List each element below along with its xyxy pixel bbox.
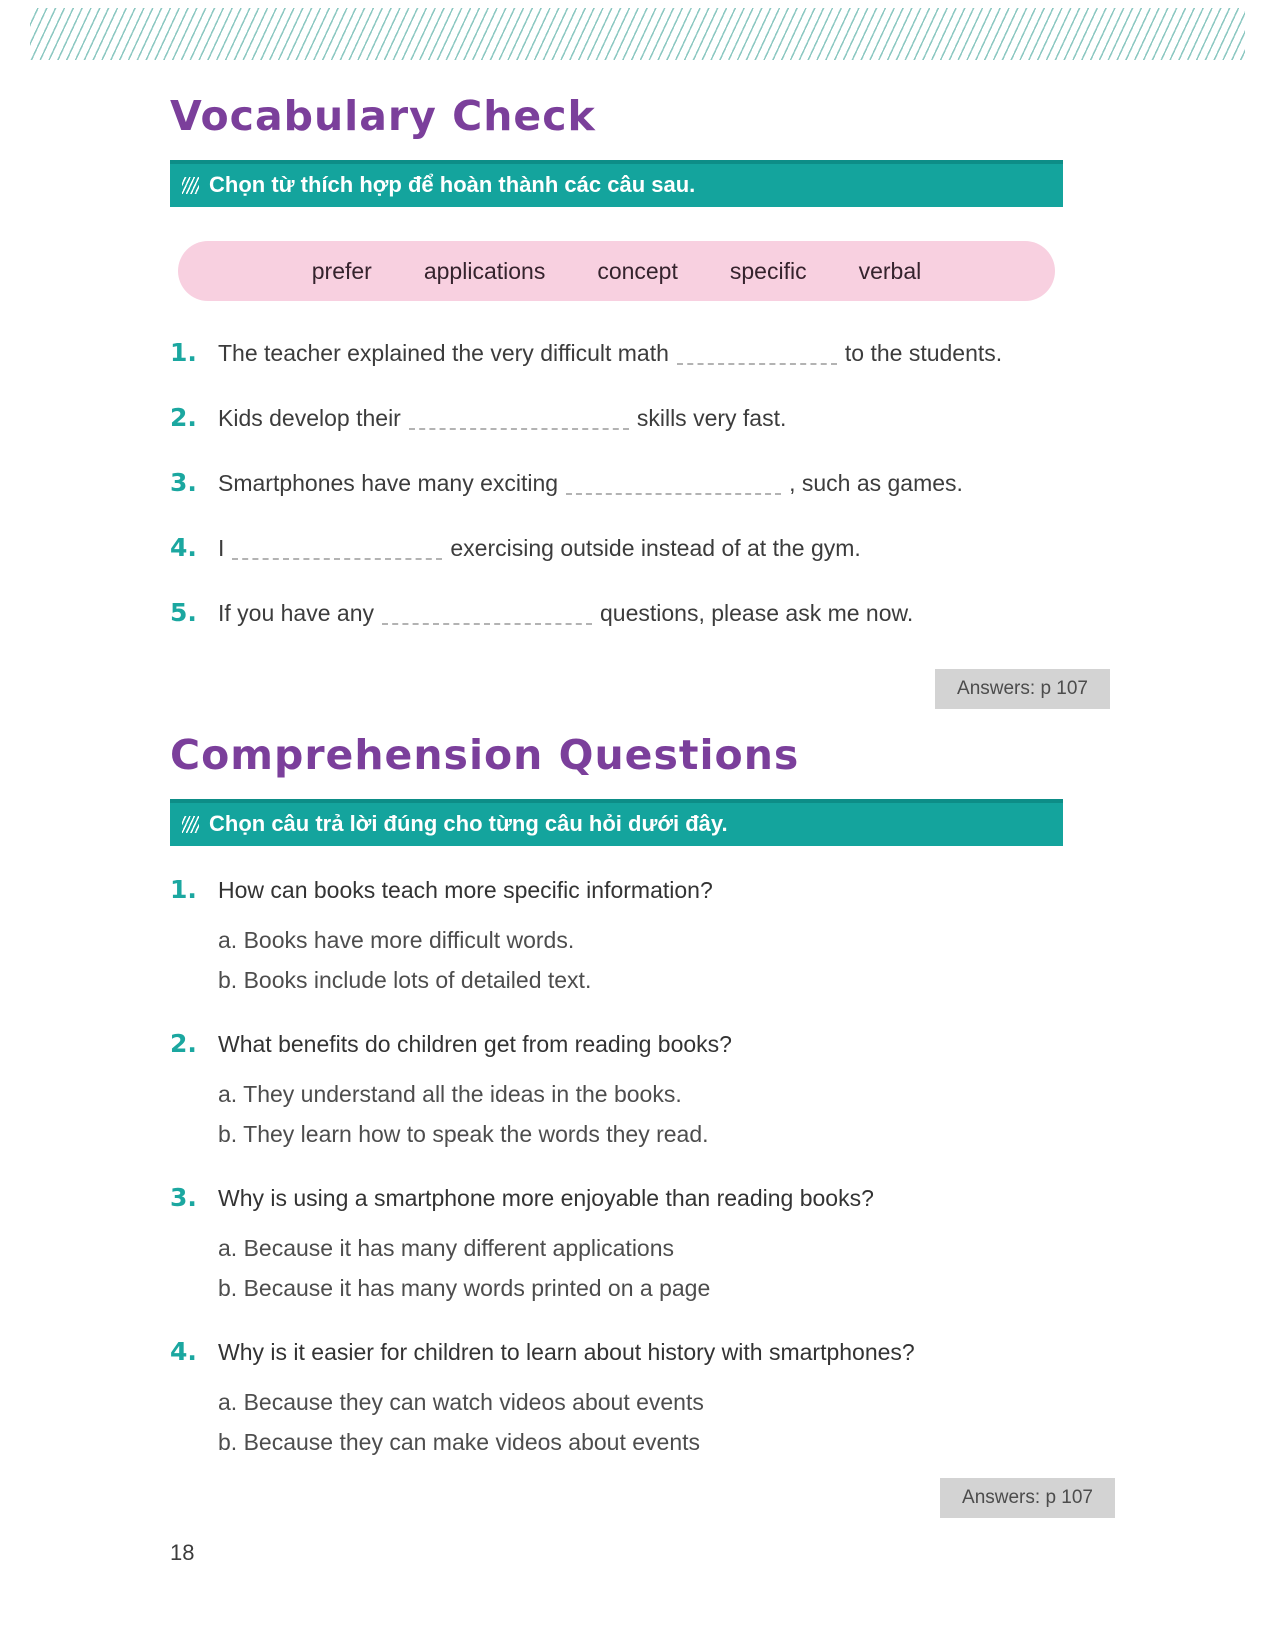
word-bank-word: specific — [729, 257, 807, 284]
vocabulary-instruction-text: Chọn từ thích hợp để hoàn thành các câu sau. — [209, 172, 696, 197]
question-2 — [170, 1030, 1063, 1154]
question-number: 1. — [170, 875, 197, 904]
fill-blank — [232, 540, 442, 560]
fill-blank — [566, 475, 781, 495]
question-4-options — [218, 1382, 1063, 1462]
vocabulary-instruction-banner — [170, 160, 1063, 207]
sentence-after: exercising outside instead of at the gym. — [450, 535, 861, 561]
fill-blank — [409, 410, 629, 430]
option-a: a. Because it has many different applications — [218, 1235, 675, 1261]
item-number: 5. — [170, 598, 197, 627]
item-number: 2. — [170, 403, 197, 432]
vocab-item-1 — [170, 339, 1063, 367]
sentence-after: , such as games. — [789, 470, 963, 496]
word-bank-word: concept — [597, 257, 678, 284]
comprehension-answers-row — [170, 1478, 1115, 1518]
option-b: b. Because they can make videos about events — [218, 1429, 701, 1455]
question-number: 2. — [170, 1029, 197, 1058]
question-4 — [170, 1338, 1063, 1462]
question-1 — [170, 876, 1063, 1000]
sentence — [218, 339, 1002, 367]
fill-blank — [677, 345, 837, 365]
page-content — [170, 92, 1093, 1518]
fill-blank — [382, 605, 592, 625]
sentence-before: Smartphones have many exciting — [218, 470, 559, 496]
item-number: 1. — [170, 338, 197, 367]
option-b: b. Because it has many words printed on a page — [218, 1275, 711, 1301]
vocab-item-3 — [170, 469, 1063, 497]
vocab-item-5 — [170, 599, 1063, 627]
question-number: 3. — [170, 1183, 197, 1212]
comprehension-instruction-banner — [170, 799, 1063, 846]
answers-note: Answers: p 107 — [935, 669, 1110, 709]
comprehension-instruction-text: Chọn câu trả lời đúng cho từng câu hỏi dưới đây. — [209, 811, 728, 836]
sentence — [218, 469, 963, 497]
decorative-hatch-band — [30, 8, 1245, 60]
option-b: b. Books include lots of detailed text. — [218, 967, 592, 993]
question-text: Why is it easier for children to learn about history with smartphones? — [218, 1339, 915, 1365]
comprehension-section-title: Comprehension Questions — [170, 731, 800, 779]
vocabulary-section-title: Vocabulary Check — [170, 92, 596, 140]
sentence-before: I — [218, 535, 225, 561]
option-a: a. Because they can watch videos about events — [218, 1389, 704, 1415]
sentence-after: to the students. — [844, 340, 1003, 366]
word-bank-word: verbal — [858, 257, 922, 284]
sentence-before: The teacher explained the very difficult math — [218, 340, 669, 366]
option-a: a. They understand all the ideas in the books. — [218, 1081, 682, 1107]
sentence — [218, 599, 913, 627]
question-text: Why is using a smartphone more enjoyable than reading books? — [218, 1185, 874, 1211]
question-text: What benefits do children get from reading books? — [218, 1031, 732, 1057]
item-number: 3. — [170, 468, 197, 497]
striped-square-icon — [182, 816, 199, 833]
sentence-before: Kids develop their — [218, 405, 401, 431]
striped-square-icon — [182, 177, 199, 194]
question-3-options — [218, 1228, 1063, 1308]
page-number: 18 — [170, 1540, 195, 1565]
vocab-item-4 — [170, 534, 1063, 562]
question-1-options — [218, 920, 1063, 1000]
question-text: How can books teach more specific information? — [218, 877, 713, 903]
word-bank-word: prefer — [311, 257, 372, 284]
sentence — [218, 404, 786, 432]
question-2-options — [218, 1074, 1063, 1154]
sentence-before: If you have any — [218, 600, 374, 626]
option-b: b. They learn how to speak the words they read. — [218, 1121, 709, 1147]
answers-note: Answers: p 107 — [940, 1478, 1115, 1518]
question-3 — [170, 1184, 1063, 1308]
item-number: 4. — [170, 533, 197, 562]
sentence — [218, 534, 861, 562]
vocabulary-items — [170, 339, 1063, 627]
option-a: a. Books have more difficult words. — [218, 927, 575, 953]
vocabulary-answers-row — [170, 669, 1110, 709]
sentence-after: questions, please ask me now. — [600, 600, 914, 626]
vocab-item-2 — [170, 404, 1063, 432]
word-bank-word: applications — [423, 257, 546, 284]
question-number: 4. — [170, 1337, 197, 1366]
word-bank-pill — [178, 241, 1055, 301]
sentence-after: skills very fast. — [636, 405, 787, 431]
